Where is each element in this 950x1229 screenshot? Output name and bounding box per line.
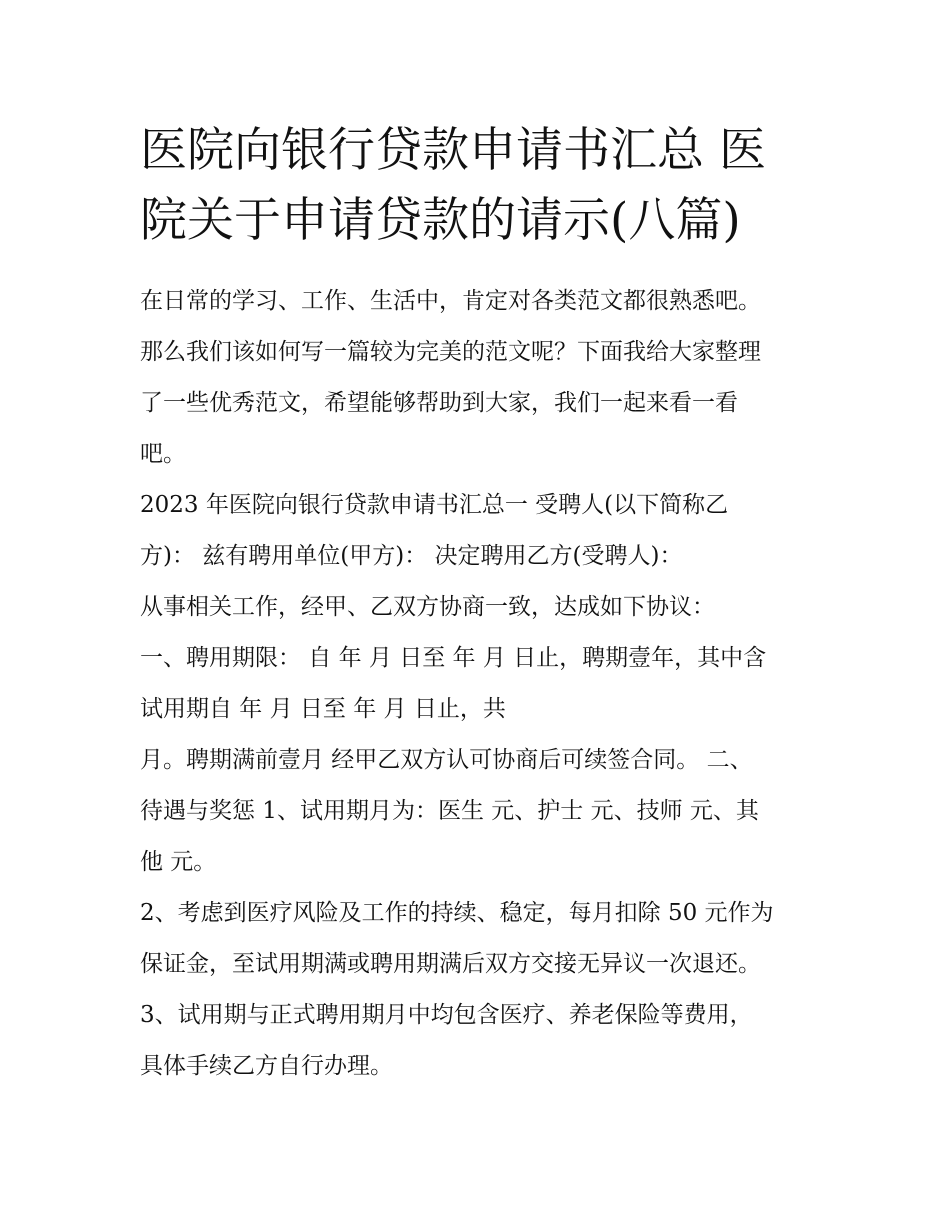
body-line-12: 他 元。 — [140, 849, 217, 875]
document-title — [140, 116, 820, 256]
body-line-8: 一、聘用期限： 自 年 月 日至 年 月 日止，聘期壹年，其中含 — [140, 645, 767, 671]
body-line-16: 具体手续乙方自行办理。 — [140, 1053, 393, 1079]
body-line-11: 待遇与奖惩 1、试用期月为：医生 元、护士 元、技师 元、其 — [140, 798, 759, 824]
body-line-1: 在日常的学习、工作、生活中，肯定对各类范文都很熟悉吧。 — [140, 288, 761, 314]
document-body — [140, 276, 820, 1092]
body-line-14: 保证金，至试用期满或聘用期满后双方交接无异议一次退还。 — [140, 951, 761, 977]
body-line-7: 从事相关工作，经甲、乙双方协商一致，达成如下协议： — [140, 594, 715, 620]
title-line-1: 医院向银行贷款申请书汇总 医 — [140, 123, 766, 178]
body-line-15: 3、试用期与正式聘用期月中均包含医疗、养老保险等费用， — [140, 1002, 753, 1028]
body-line-4: 吧。 — [140, 441, 186, 467]
body-line-3: 了一些优秀范文，希望能够帮助到大家，我们一起来看一看 — [140, 390, 738, 416]
title-line-2: 院关于申请贷款的请示(八篇) — [140, 193, 741, 248]
body-line-2: 那么我们该如何写一篇较为完美的范文呢？下面我给大家整理 — [140, 339, 761, 365]
body-line-5: 2023 年医院向银行贷款申请书汇总一 受聘人(以下简称乙 — [140, 492, 729, 518]
body-line-6: 方)： 兹有聘用单位(甲方)： 决定聘用乙方(受聘人)： — [140, 543, 683, 569]
body-line-9: 试用期自 年 月 日至 年 月 日止，共 — [140, 696, 506, 722]
body-line-10: 月。聘期满前壹月 经甲乙双方认可协商后可续签合同。 二、 — [140, 747, 753, 773]
body-line-13: 2、考虑到医疗风险及工作的持续、稳定，每月扣除 50 元作为 — [140, 900, 774, 926]
